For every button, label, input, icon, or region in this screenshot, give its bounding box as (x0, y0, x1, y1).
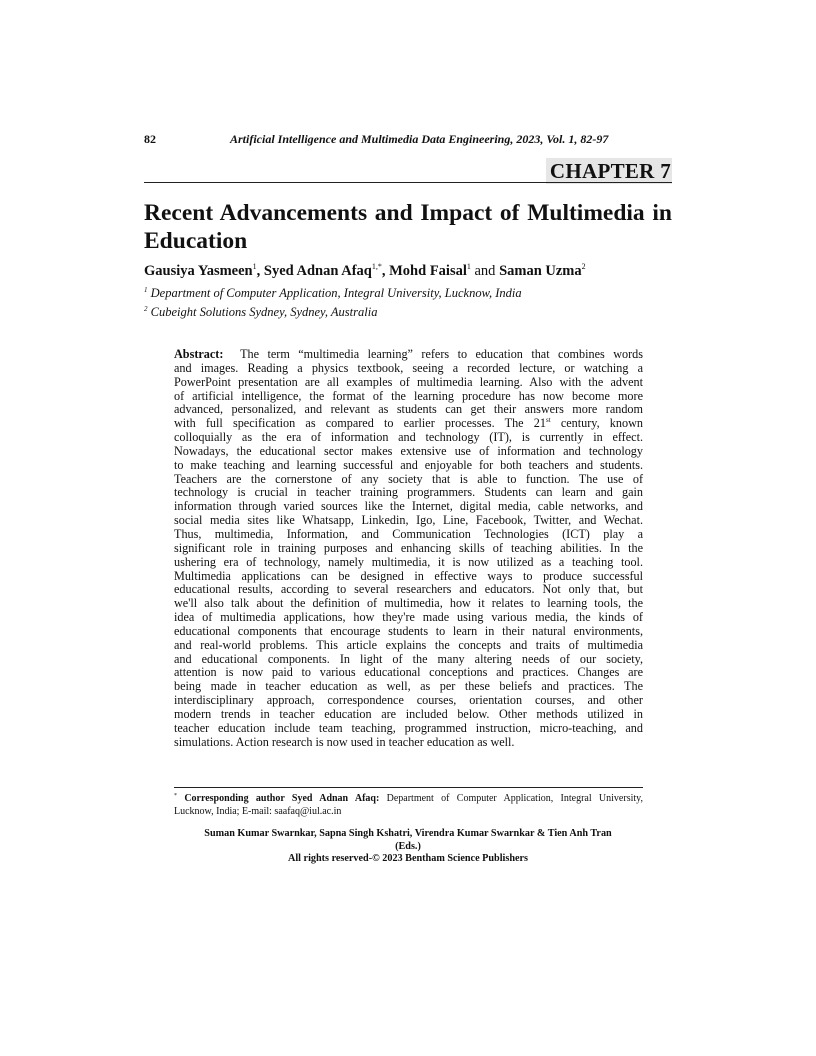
affiliation-mark: 1 (144, 286, 148, 294)
author-name: Saman Uzma (499, 263, 582, 279)
journal-citation (230, 132, 608, 147)
abstract (174, 348, 643, 749)
abstract-label: Abstract: (174, 347, 224, 361)
author-affiliation-mark: 2 (581, 262, 586, 271)
abstract-line: we'll also talk about the definition of multimedia, how it relates to learning tools, the (174, 596, 643, 611)
abstract-line: Nowadays, the educational sector makes extensive use of information and technology (174, 443, 643, 458)
abstract-text: century, known (550, 416, 643, 431)
abstract-line: modern trends in teacher education are included below. Other methods utilized in (174, 706, 643, 721)
footnote-line (174, 793, 643, 806)
paper-title: Recent Advancements and Impact of Multimedia in Education (144, 200, 672, 254)
abstract-line: being made in teacher education as well, as per these beliefs and practices. The (174, 679, 643, 694)
abstract-line: Teachers are the cornerstone of any society that is able to function. The use of (174, 471, 643, 486)
abstract-line: social media sites like Whatsapp, Linkedin, Igo, Line, Facebook, Twitter, and Wechat. (174, 513, 643, 528)
author-affiliation-mark: 1 (252, 262, 257, 271)
author-name: Syed Adnan Afaq (263, 263, 372, 279)
editors-block (144, 828, 672, 866)
footnote-label: Corresponding author Syed Adnan Afaq: (184, 793, 380, 804)
abstract-text: with full specification as compared to earlier processes. The 21 (174, 416, 546, 431)
abstract-text: The term “multimedia learning” refers to education that combines words (240, 347, 643, 361)
author-list (144, 262, 672, 280)
editors-role: (Eds.) (395, 840, 421, 852)
abstract-line: educational components that encourage students to learn in their natural environments, (174, 623, 643, 638)
author-name: Gausiya Yasmeen (144, 263, 253, 279)
abstract-line: and images. Reading a physics textbook, seeing a recorded lecture, or watching a (174, 360, 643, 375)
footnote-mark: * (174, 793, 177, 799)
abstract-line: educational results, according to several researchers and educators. Not only that, but (174, 582, 643, 597)
abstract-line: colloquially as the era of information and technology (IT), is currently in effect. (174, 430, 643, 445)
footnote-line: Lucknow, India; E-mail: saafaq@iul.ac.in (174, 805, 342, 817)
journal-volume: Vol. 1 (546, 132, 575, 146)
page-number: 82 (144, 132, 156, 146)
abstract-line: significant role in training purposes and enhancing skills of teaching abilities. In the (174, 540, 643, 555)
author-affiliation-mark: 1,* (371, 262, 382, 271)
affiliation-text: Cubeight Solutions Sydney, Sydney, Australia (150, 305, 378, 319)
abstract-line: advanced, personalized, and relevant as students can get their answers more random (174, 402, 643, 417)
author-separator: , (381, 263, 390, 279)
journal-year: , 2023, (510, 132, 547, 146)
abstract-line: information through varied sources like the Internet, digital media, cable networks, and (174, 499, 643, 514)
running-head (144, 132, 672, 150)
abstract-line: technology is crucial in teacher training programmers. Students can learn and gain (174, 485, 643, 500)
chapter-label: CHAPTER 7 (546, 158, 672, 184)
affiliation-text: Department of Computer Application, Integral University, Lucknow, India (150, 286, 522, 300)
chapter-rule (144, 182, 672, 183)
abstract-line (174, 417, 643, 431)
abstract-line: of artificial intelligence, the format of the learning procedure has now become more (174, 388, 643, 403)
abstract-line: attention is now paid to various educational conceptions and practices. Changes are (174, 665, 643, 680)
author-affiliation-mark: 1 (466, 262, 471, 271)
corresponding-author-footnote (174, 793, 643, 818)
abstract-line: interdisciplinary approach, correspondence courses, orientation courses, and other (174, 693, 643, 708)
abstract-line: and educational components. In light of the many altering needs of our society, (174, 651, 643, 666)
journal-pages: , 82-97 (574, 132, 609, 146)
footnote-text: Department of Computer Application, Integral University, (379, 793, 644, 804)
copyright-notice: All rights reserved-© 2023 Bentham Science Publishers (287, 853, 529, 864)
journal-title: Artificial Intelligence and Multimedia Data Engineering (230, 132, 511, 146)
author-separator: , (256, 263, 264, 279)
affiliation (144, 286, 522, 301)
abstract-line: to make teaching and learning successful and enjoyable for both teachers and students. (174, 457, 643, 472)
editors-names: Suman Kumar Swarnkar, Sapna Singh Kshatri, Virendra Kumar Swarnkar & Tien Anh Tran (204, 828, 612, 839)
abstract-line: Multimedia applications can be designed in effective ways to produce successful (174, 568, 643, 583)
author-name: Mohd Faisal (389, 263, 467, 279)
footnote-rule (174, 787, 643, 788)
abstract-line: PowerPoint presentation are all examples of multimedia learning. Also with the advent (174, 374, 643, 389)
affiliation-mark: 2 (144, 305, 148, 313)
abstract-line: ushering era of technology, namely multimedia, it is now utilized as a teaching tool. (174, 554, 643, 569)
abstract-line: idea of multimedia applications, how they're made using various media, the kinds of (174, 610, 643, 625)
ordinal-suffix: st (545, 416, 551, 425)
affiliation (144, 305, 377, 320)
author-separator: and (470, 263, 500, 279)
abstract-line: simulations. Action research is now used in teacher education as well. (174, 734, 515, 749)
abstract-line: teacher education include team teaching, programmed instruction, micro-teaching, and (174, 720, 643, 735)
abstract-line (174, 348, 643, 362)
abstract-line: and real-world problems. This article explains the concepts and traits of multimedia (174, 637, 643, 652)
abstract-line: Thus, multimedia, Information, and Communication Technologies (ICT) play a (174, 526, 643, 541)
